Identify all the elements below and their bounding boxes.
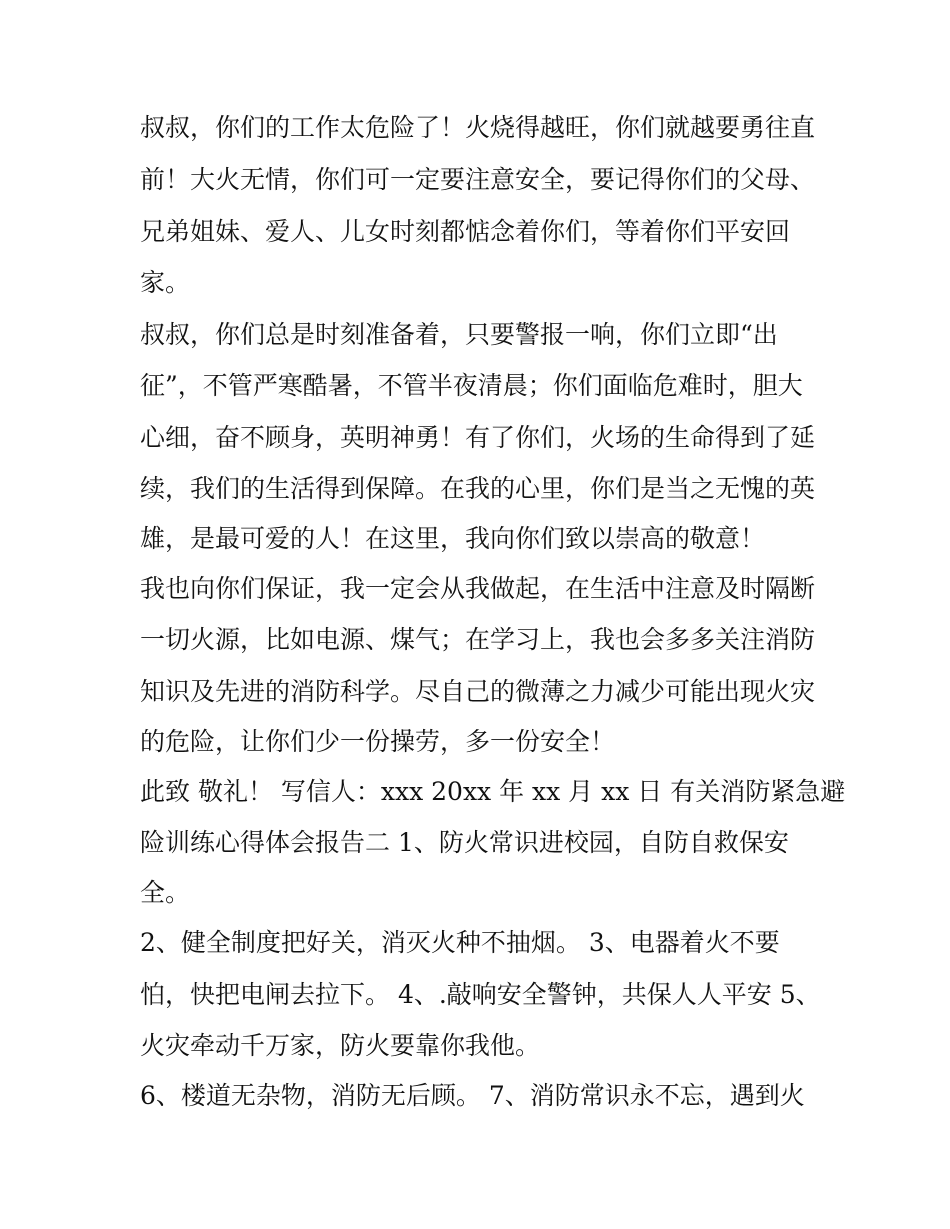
text-line: 2、健全制度把好关，消灭火种不抽烟。 3、电器着火不要 — [140, 928, 780, 957]
text-line: 前！大火无情，你们可一定要注意安全，要记得你们的父母、 — [140, 165, 816, 194]
text-line: 雄，是最可爱的人！在这里，我向你们致以崇高的敬意！ — [140, 524, 766, 553]
text-line: 此致 敬礼！ 写信人：xxx 20xx 年 xx 月 xx 日 有关消防紧急避 — [140, 777, 846, 806]
text-line: 我也向你们保证，我一定会从我做起，在生活中注意及时隔断 — [140, 574, 816, 603]
text-line: 续，我们的生活得到保障。在我的心里，你们是当之无愧的英 — [140, 474, 816, 503]
text-line: 家。 — [140, 268, 191, 297]
text-line: 怕，快把电闸去拉下。 4、.敲响安全警钟，共保人人平安 5、 — [140, 980, 821, 1009]
text-line: 知识及先进的消防科学。尽自己的微薄之力减少可能出现火灾 — [140, 677, 816, 706]
text-line: 全。 — [140, 878, 191, 907]
text-line: 险训练心得体会报告二 1、防火常识进校园，自防自救保安 — [140, 828, 789, 857]
text-line: 叔叔，你们总是时刻准备着，只要警报一响，你们立即“出 — [140, 320, 778, 349]
text-line: 的危险，让你们少一份操劳，多一份安全！ — [140, 727, 616, 756]
text-line: 叔叔，你们的工作太危险了！火烧得越旺，你们就越要勇往直 — [140, 113, 816, 142]
text-line: 征”，不管严寒酷暑，不管半夜清晨；你们面临危难时，胆大 — [140, 371, 803, 400]
text-line: 心细，奋不顾身，英明神勇！有了你们，火场的生命得到了延 — [140, 423, 816, 452]
text-line: 兄弟姐妹、爱人、儿女时刻都惦念着你们，等着你们平安回 — [140, 217, 791, 246]
text-line: 一切火源，比如电源、煤气；在学习上，我也会多多关注消防 — [140, 625, 816, 654]
text-line: 6、楼道无杂物，消防无后顾。 7、消防常识永不忘，遇到火 — [140, 1081, 805, 1110]
text-line: 火灾牵动千万家，防火要靠你我他。 — [140, 1031, 541, 1060]
